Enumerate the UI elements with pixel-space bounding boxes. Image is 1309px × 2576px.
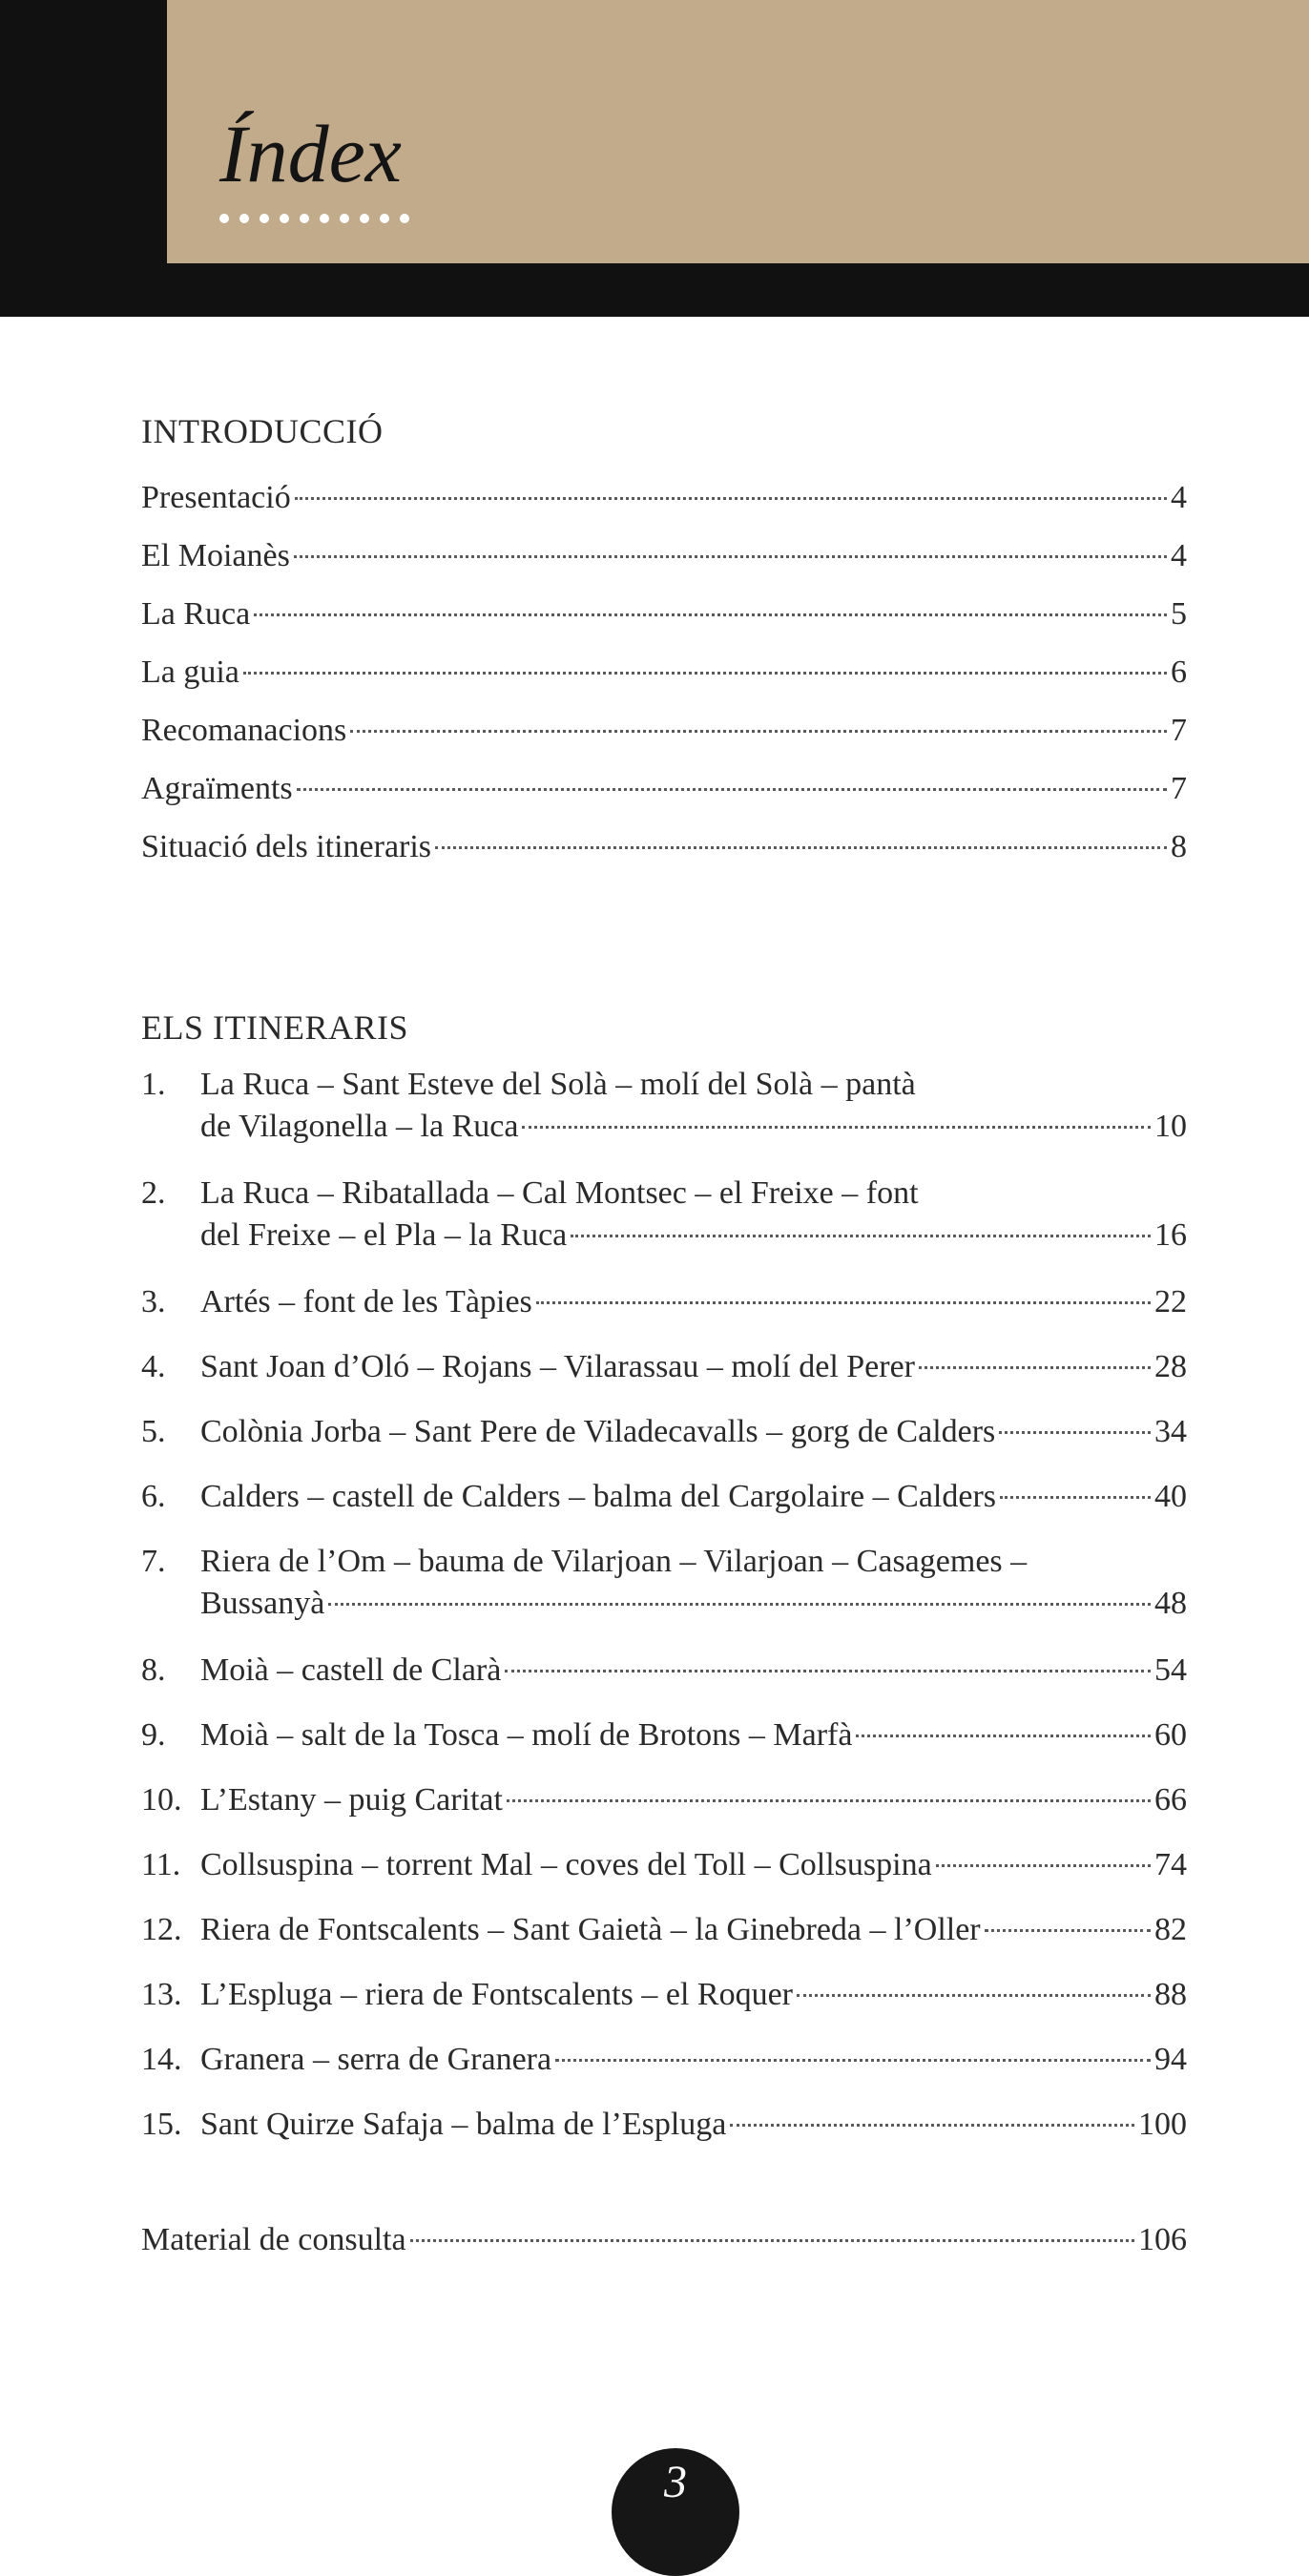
dot-leader: [435, 846, 1167, 849]
itinerary-label: Moià – salt de la Tosca – molí de Brotons – Marfà: [200, 1717, 853, 1753]
itinerary-label: Bussanyà: [200, 1586, 325, 1621]
toc-entry-page: 8: [1171, 829, 1187, 864]
ornament-dot: [400, 214, 409, 223]
itinerary-label: Granera – serra de Granera: [200, 2042, 552, 2077]
toc-entry-consulta[interactable]: [141, 2219, 1187, 2261]
dot-leader: [522, 1126, 1151, 1129]
toc-entry[interactable]: [141, 593, 1187, 635]
itinerary-label: Collsuspina – torrent Mal – coves del Toll – Collsuspina: [200, 1847, 932, 1882]
dot-leader: [936, 1864, 1151, 1867]
itineraris-heading: ELS ITINERARIS: [141, 1008, 408, 1047]
itineraris-list: [141, 1064, 1187, 2146]
page-number: 3: [664, 2457, 687, 2507]
itinerary-page: 22: [1154, 1284, 1187, 1319]
toc-entry[interactable]: [141, 826, 1187, 868]
itinerary-number: 13.: [141, 1977, 182, 2012]
ornament-dot: [320, 214, 329, 223]
itinerary-label: La Ruca – Sant Esteve del Solà – molí del Solà – pantà: [200, 1067, 916, 1102]
itinerary-number: 7.: [141, 1544, 166, 1579]
page-title: Índex: [219, 108, 402, 199]
toc-entry-label: Presentació: [141, 480, 291, 515]
toc-entry-page: 4: [1171, 480, 1187, 515]
toc-entry[interactable]: [141, 477, 1187, 519]
itinerary-label: La Ruca – Ribatallada – Cal Montsec – el Freixe – font: [200, 1175, 919, 1211]
itinerary-page: 74: [1154, 1847, 1187, 1882]
itinerary-number: 5.: [141, 1414, 166, 1449]
itinerary-label: Sant Quirze Safaja – balma de l’Espluga: [200, 2107, 727, 2142]
intro-heading: INTRODUCCIÓ: [141, 412, 384, 450]
itinerary-page: 40: [1154, 1479, 1187, 1514]
header-band: [0, 0, 1309, 317]
itinerary-number: 4.: [141, 1349, 166, 1384]
toc-entry-label: La guia: [141, 654, 239, 690]
itinerary-label: L’Espluga – riera de Fontscalents – el Roquer: [200, 1977, 793, 2012]
dot-leader: [254, 613, 1167, 616]
itinerary-entry[interactable]: [141, 1541, 1187, 1625]
toc-entry-label: La Ruca: [141, 596, 251, 632]
ornament-dot: [219, 214, 229, 223]
toc-entry-page: 4: [1171, 538, 1187, 573]
itinerary-page: 10: [1154, 1109, 1187, 1144]
dot-leader: [999, 1431, 1151, 1434]
itinerary-number: 1.: [141, 1067, 166, 1102]
dot-leader: [730, 2124, 1134, 2127]
dot-leader: [350, 730, 1167, 733]
itinerary-page: 34: [1154, 1414, 1187, 1449]
toc-entry-label: Recomanacions: [141, 713, 347, 748]
itinerary-label: Moià – castell de Clarà: [200, 1652, 502, 1688]
dot-leader: [856, 1735, 1151, 1737]
itinerary-entry[interactable]: [141, 1974, 1187, 2016]
itinerary-label: Artés – font de les Tàpies: [200, 1284, 532, 1319]
ornament-dot: [239, 214, 249, 223]
dot-leader: [410, 2239, 1134, 2242]
itinerary-entry[interactable]: [141, 1346, 1187, 1388]
ornament-dot: [280, 214, 289, 223]
itinerary-label: de Vilagonella – la Ruca: [200, 1109, 519, 1144]
page-number-badge: [612, 2448, 739, 2576]
toc-entry[interactable]: [141, 652, 1187, 694]
dot-leader: [536, 1301, 1151, 1304]
dot-leader: [505, 1670, 1151, 1672]
toc-entry-page: 5: [1171, 596, 1187, 632]
itinerary-entry[interactable]: [141, 1173, 1187, 1257]
itinerary-number: 8.: [141, 1652, 166, 1688]
itinerary-page: 94: [1154, 2042, 1187, 2077]
dot-leader: [297, 788, 1167, 791]
toc-entry-page: 106: [1138, 2222, 1187, 2257]
itinerary-entry[interactable]: [141, 1844, 1187, 1886]
toc-entry-page: 7: [1171, 713, 1187, 748]
itinerary-label: Riera de l’Om – bauma de Vilarjoan – Vilarjoan – Casagemes –: [200, 1544, 1028, 1579]
itinerary-number: 11.: [141, 1847, 181, 1882]
itinerary-page: 88: [1154, 1977, 1187, 2012]
dot-leader: [243, 672, 1167, 675]
itinerary-page: 60: [1154, 1717, 1187, 1753]
itinerary-label: Calders – castell de Calders – balma del Cargolaire – Calders: [200, 1479, 996, 1514]
itinerary-number: 15.: [141, 2107, 182, 2142]
itinerary-number: 3.: [141, 1284, 166, 1319]
toc-entry-label: Agraïments: [141, 771, 293, 806]
consulta-list: [141, 2219, 1187, 2261]
itinerary-entry[interactable]: [141, 1281, 1187, 1323]
itinerary-page: 54: [1154, 1652, 1187, 1688]
toc-entry-label: El Moianès: [141, 538, 290, 573]
itinerary-number: 6.: [141, 1479, 166, 1514]
itinerary-entry[interactable]: [141, 1650, 1187, 1692]
ornament-dot: [360, 214, 369, 223]
toc-entry[interactable]: [141, 768, 1187, 810]
itinerary-number: 9.: [141, 1717, 166, 1753]
itinerary-number: 10.: [141, 1782, 182, 1818]
dot-leader: [797, 1994, 1151, 1997]
ornament-dot: [300, 214, 309, 223]
itinerary-number: 14.: [141, 2042, 182, 2077]
dot-leader: [328, 1603, 1151, 1606]
itinerary-entry[interactable]: [141, 1909, 1187, 1951]
toc-entry-page: 6: [1171, 654, 1187, 690]
dot-leader: [555, 2059, 1151, 2062]
itinerary-label: Sant Joan d’Oló – Rojans – Vilarassau – molí del Perer: [200, 1349, 915, 1384]
toc-entry-label: Material de consulta: [141, 2222, 406, 2257]
ornament-dot: [340, 214, 349, 223]
dot-leader: [985, 1929, 1151, 1932]
itinerary-label: Colònia Jorba – Sant Pere de Viladecavalls – gorg de Calders: [200, 1414, 996, 1449]
itinerary-entry[interactable]: [141, 1779, 1187, 1821]
ornament-dot: [260, 214, 269, 223]
dot-leader: [1000, 1496, 1151, 1499]
dot-leader: [919, 1366, 1151, 1369]
itinerary-entry[interactable]: [141, 2039, 1187, 2081]
toc-entry-page: 7: [1171, 771, 1187, 806]
itinerary-number: 2.: [141, 1175, 166, 1211]
toc-entry[interactable]: [141, 710, 1187, 752]
itinerary-entry[interactable]: [141, 2104, 1187, 2146]
intro-list: [141, 477, 1187, 868]
itinerary-label: L’Estany – puig Caritat: [200, 1782, 503, 1818]
itinerary-entry[interactable]: [141, 1714, 1187, 1756]
itinerary-page: 82: [1154, 1912, 1187, 1947]
itinerary-page: 66: [1154, 1782, 1187, 1818]
itinerary-entry[interactable]: [141, 1411, 1187, 1453]
title-dot-ornament: [219, 214, 409, 223]
dot-leader: [507, 1799, 1151, 1802]
itinerary-page: 16: [1154, 1217, 1187, 1253]
itinerary-entry[interactable]: [141, 1476, 1187, 1518]
dot-leader: [294, 555, 1167, 558]
toc-entry-label: Situació dels itineraris: [141, 829, 432, 864]
toc-entry[interactable]: [141, 535, 1187, 577]
itinerary-page: 100: [1138, 2107, 1187, 2142]
itinerary-entry[interactable]: [141, 1064, 1187, 1148]
ornament-dot: [380, 214, 389, 223]
itinerary-page: 28: [1154, 1349, 1187, 1384]
itinerary-label: Riera de Fontscalents – Sant Gaietà – la Ginebreda – l’Oller: [200, 1912, 981, 1947]
dot-leader: [295, 497, 1167, 500]
itinerary-number: 12.: [141, 1912, 182, 1947]
dot-leader: [571, 1235, 1151, 1237]
itinerary-page: 48: [1154, 1586, 1187, 1621]
itinerary-label: del Freixe – el Pla – la Ruca: [200, 1217, 568, 1253]
